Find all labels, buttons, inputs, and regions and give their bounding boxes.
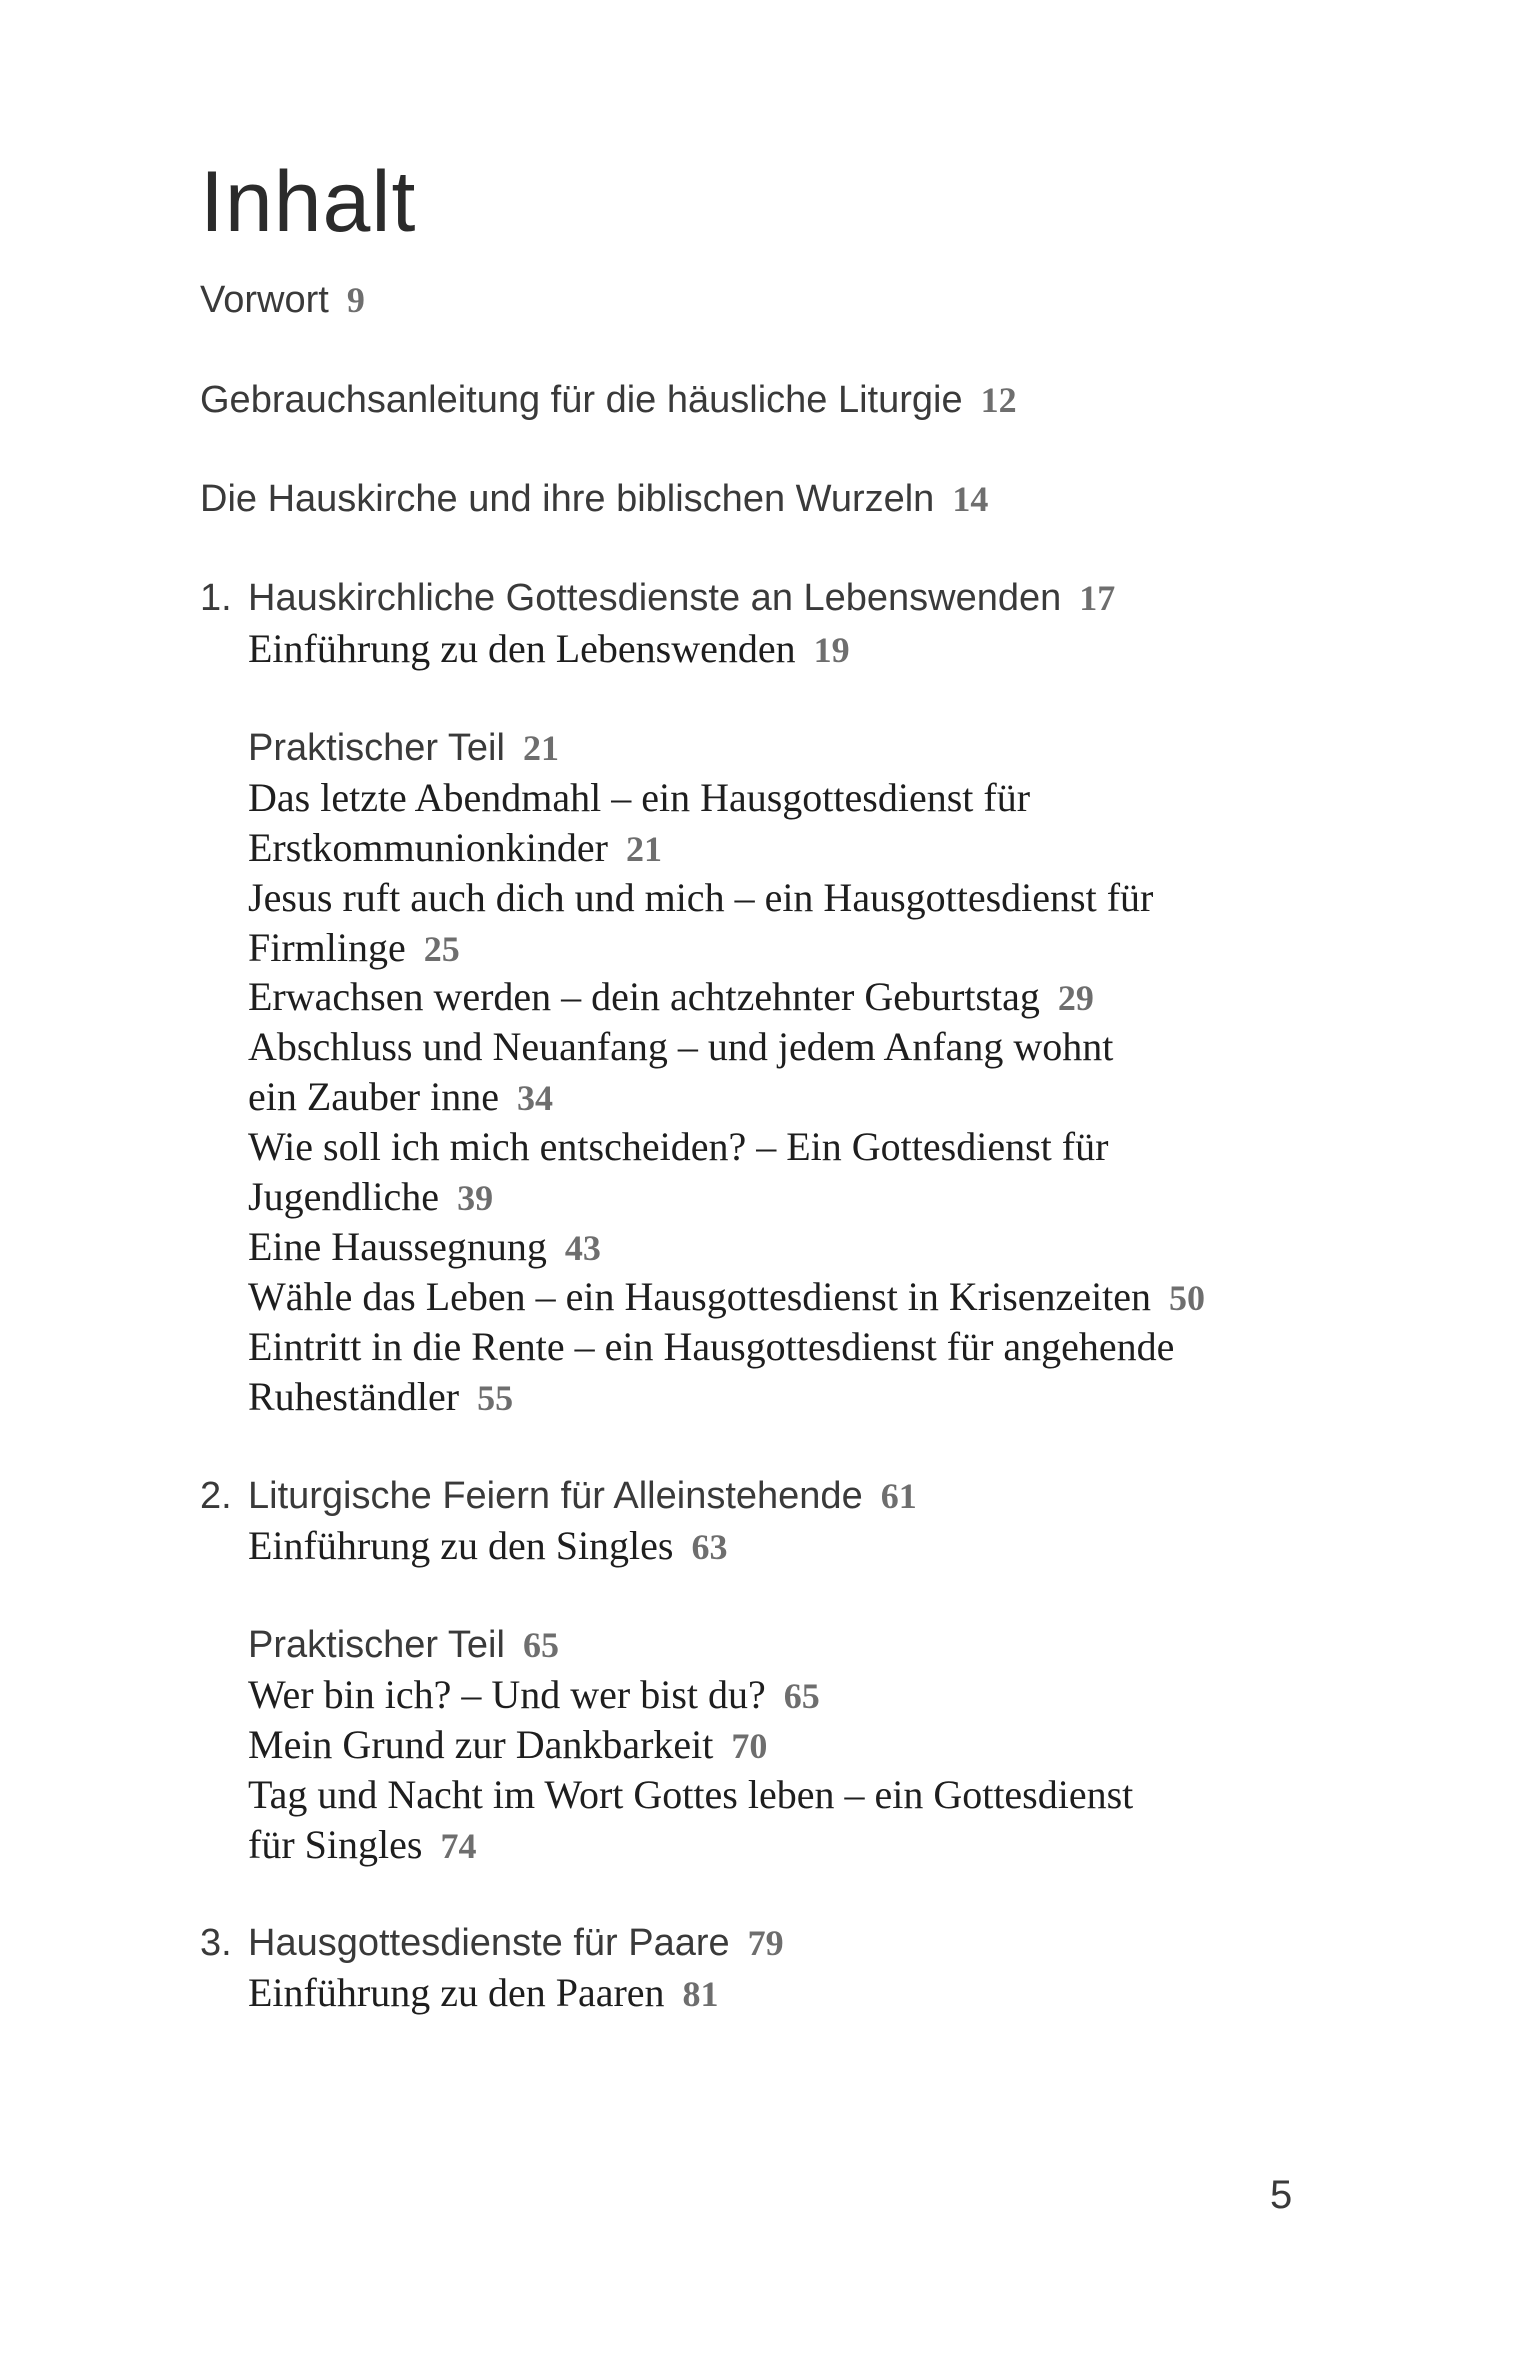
entry-label: Firmlinge — [248, 925, 406, 970]
toc-item — [248, 1770, 1133, 1820]
entry-page: 9 — [346, 280, 365, 320]
entry-label: Die Hauskirche und ihre biblischen Wurzeln — [200, 478, 935, 520]
entry-label: Praktischer Teil — [248, 727, 505, 769]
toc-item — [248, 1272, 1205, 1323]
chapter-1-heading — [200, 573, 1115, 623]
toc-item — [248, 1720, 767, 1771]
chapter-title: Hausgottesdienste für Paare — [248, 1922, 730, 1964]
entry-label: für Singles — [248, 1822, 423, 1867]
entry-page: 21 — [522, 728, 559, 768]
chapter-3-intro — [248, 1968, 719, 2019]
entry-label: Jugendliche — [248, 1174, 440, 1219]
toc-item — [248, 1122, 1108, 1172]
entry-label: Erstkommunionkinder — [248, 825, 608, 870]
entry-page: 14 — [952, 479, 989, 519]
entry-page: 34 — [517, 1078, 553, 1118]
toc-item-continued — [248, 823, 662, 874]
entry-label: Wie soll ich mich entscheiden? – Ein Gottesdienst für — [248, 1124, 1109, 1169]
page-title: Inhalt — [200, 154, 417, 250]
toc-entry-vorwort — [200, 275, 365, 325]
entry-label: Einführung zu den Paaren — [248, 1970, 665, 2015]
chapter-2-practical — [248, 1620, 559, 1670]
toc-item — [248, 972, 1094, 1023]
toc-entry-gebrauchsanleitung — [200, 375, 1017, 425]
entry-label: ein Zauber inne — [248, 1074, 499, 1119]
entry-page: 50 — [1169, 1278, 1206, 1318]
entry-page: 65 — [522, 1625, 559, 1665]
entry-page: 19 — [813, 630, 850, 670]
entry-label: Das letzte Abendmahl – ein Hausgottesdienst für — [248, 775, 1031, 820]
toc-item — [248, 1222, 601, 1273]
entry-page: 55 — [477, 1378, 514, 1418]
chapter-page: 79 — [747, 1923, 784, 1963]
entry-page: 70 — [731, 1726, 768, 1766]
entry-page: 65 — [783, 1676, 820, 1716]
toc-item-continued — [248, 1072, 553, 1123]
entry-page: 21 — [625, 829, 662, 869]
entry-label: Wähle das Leben – ein Hausgottesdienst in Krisenzeiten — [248, 1274, 1152, 1319]
entry-label: Eintritt in die Rente – ein Hausgottesdienst für angehende — [248, 1324, 1175, 1369]
chapter-title: Liturgische Feiern für Alleinstehende — [248, 1475, 863, 1517]
toc-item — [248, 773, 1030, 823]
entry-page: 81 — [682, 1974, 719, 2014]
toc-item — [248, 1670, 820, 1721]
entry-label: Wer bin ich? – Und wer bist du? — [248, 1672, 766, 1717]
toc-item-continued — [248, 1820, 476, 1871]
chapter-1-practical — [248, 723, 559, 773]
entry-label: Einführung zu den Lebenswenden — [248, 626, 796, 671]
entry-label: Jesus ruft auch dich und mich – ein Hausgottesdienst für — [248, 875, 1154, 920]
entry-page: 63 — [691, 1527, 728, 1567]
entry-page: 74 — [440, 1826, 477, 1866]
entry-label: Praktischer Teil — [248, 1624, 505, 1666]
entry-page: 25 — [423, 929, 460, 969]
chapter-number: 1. — [200, 577, 232, 619]
entry-label: Vorwort — [200, 279, 329, 321]
toc-item — [248, 873, 1153, 923]
entry-label: Einführung zu den Singles — [248, 1523, 674, 1568]
entry-label: Tag und Nacht im Wort Gottes leben – ein Gottesdienst — [248, 1772, 1134, 1817]
entry-label: Erwachsen werden – dein achtzehnter Geburtstag — [248, 974, 1040, 1019]
entry-label: Eine Haussegnung — [248, 1224, 547, 1269]
entry-label: Gebrauchsanleitung für die häusliche Liturgie — [200, 379, 963, 421]
entry-label: Abschluss und Neuanfang – und jedem Anfang wohnt — [248, 1024, 1114, 1069]
chapter-3-heading — [200, 1918, 784, 1968]
toc-item — [248, 1022, 1113, 1072]
chapter-title: Hauskirchliche Gottesdienste an Lebenswenden — [248, 577, 1062, 619]
chapter-number: 2. — [200, 1475, 232, 1517]
toc-item-continued — [248, 923, 460, 974]
toc-item-continued — [248, 1172, 493, 1223]
chapter-1-intro — [248, 624, 850, 675]
entry-page: 43 — [564, 1228, 601, 1268]
page-number: 5 — [1270, 2173, 1293, 2217]
chapter-2-heading — [200, 1471, 917, 1521]
entry-label: Ruheständler — [248, 1374, 460, 1419]
entry-label: Mein Grund zur Dankbarkeit — [248, 1722, 714, 1767]
chapter-page: 17 — [1079, 578, 1116, 618]
chapter-number: 3. — [200, 1922, 232, 1964]
toc-item — [248, 1322, 1174, 1372]
entry-page: 29 — [1057, 978, 1094, 1018]
toc-entry-hauskirche — [200, 474, 988, 524]
toc-item-continued — [248, 1372, 513, 1423]
entry-page: 39 — [457, 1178, 494, 1218]
chapter-page: 61 — [880, 1476, 917, 1516]
chapter-2-intro — [248, 1521, 728, 1572]
entry-page: 12 — [980, 380, 1017, 420]
